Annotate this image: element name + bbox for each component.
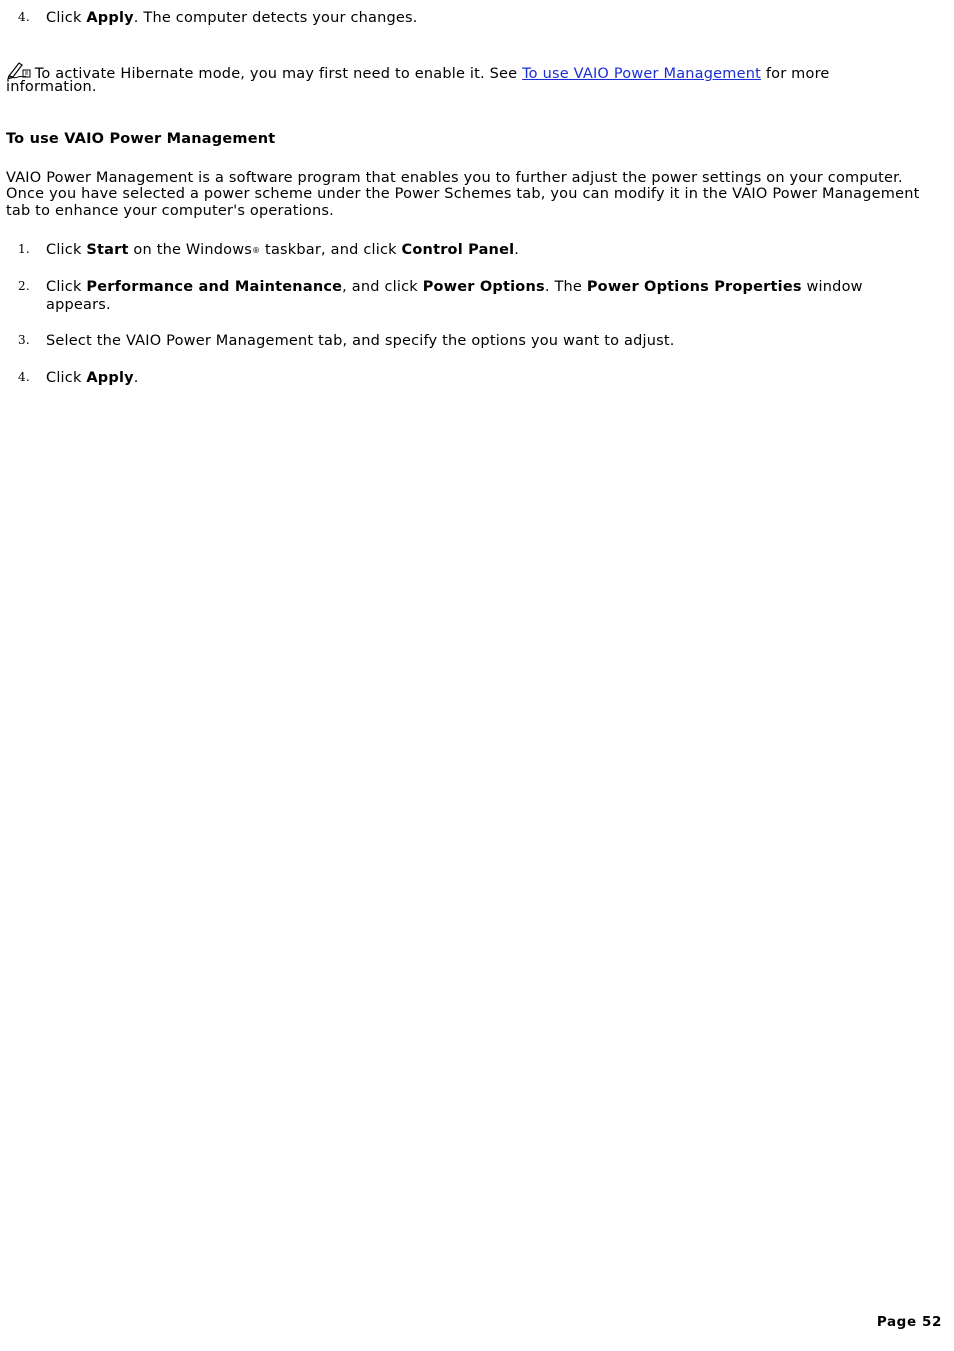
step-text-part: Click [46, 370, 87, 386]
step-text-part: , and click [342, 279, 423, 295]
note-text-pre: To activate Hibernate mode, you may first need to enable it. See [30, 66, 523, 82]
step-text [46, 279, 863, 295]
step-text-part: Click [46, 279, 87, 295]
step-number: 1. [18, 242, 30, 256]
step-number: 2. [18, 279, 30, 293]
power-management-link[interactable]: To use VAIO Power Management [522, 66, 762, 82]
step-text: Select the VAIO Power Management tab, and specify the options you want to adjust. [46, 333, 675, 349]
step-text-part: . The [544, 279, 587, 295]
step-text [46, 370, 139, 386]
paragraph-line: Once you have selected a power scheme under the Power Schemes tab, you can modify it in the VAIO Power Management [6, 186, 920, 202]
step-bold-performance: Performance and Maintenance [86, 279, 343, 295]
step-number: 4. [18, 370, 30, 384]
paragraph-line: VAIO Power Management is a software program that enables you to further adjust the power settings on your computer. [6, 170, 903, 186]
step-text [46, 10, 418, 26]
step-text-part: . [514, 242, 520, 258]
step-bold-apply: Apply [86, 370, 134, 386]
step-bold-power-options: Power Options [422, 279, 545, 295]
step-number: 4. [18, 10, 30, 24]
step-text-line-2: appears. [46, 297, 111, 313]
note-text-post: for more [761, 66, 830, 82]
note-line-2: information. [6, 79, 97, 95]
registered-mark: ® [252, 246, 261, 255]
note-line-1 [6, 60, 830, 82]
step-bold-apply: Apply [86, 10, 134, 26]
step-text-pre: Click [46, 10, 87, 26]
paragraph-line: tab to enhance your computer's operations. [6, 203, 334, 219]
note-pencil-icon [6, 60, 30, 78]
step-text-part: Click [46, 242, 87, 258]
section-heading: To use VAIO Power Management [6, 131, 276, 147]
step-text-part: taskbar, and click [260, 242, 402, 258]
step-text-part: on the Windows [128, 242, 253, 258]
step-text [46, 242, 519, 258]
step-bold-power-options-properties: Power Options Properties [586, 279, 802, 295]
step-number: 3. [18, 333, 30, 347]
step-bold-control-panel: Control Panel [401, 242, 515, 258]
step-text-part: window [801, 279, 863, 295]
page-number: Page 52 [876, 1314, 942, 1330]
step-text-part: . [133, 370, 139, 386]
step-bold-start: Start [86, 242, 129, 258]
step-text-post: . The computer detects your changes. [133, 10, 418, 26]
